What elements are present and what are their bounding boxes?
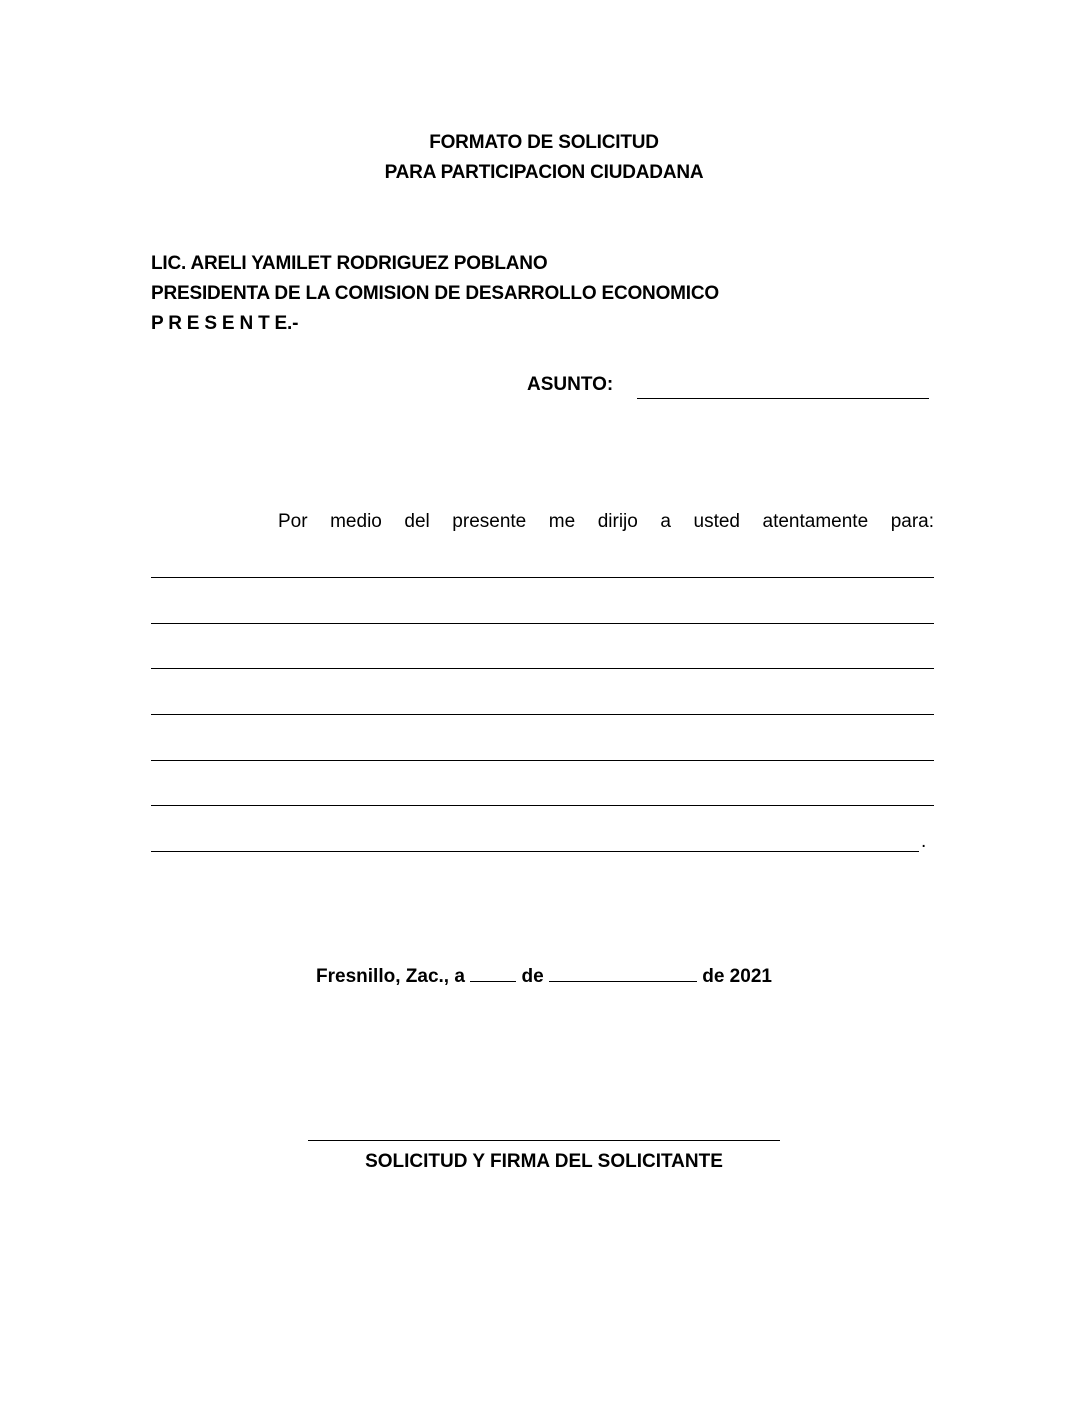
subject-underline [637,398,929,399]
closing-period: . [921,831,927,852]
writing-line[interactable] [151,851,919,852]
form-title-line-1: FORMATO DE SOLICITUD [429,132,659,153]
addressee-presente: P R E S E N T E.- [151,313,299,334]
addressee-position: PRESIDENTA DE LA COMISION DE DESARROLLO ECONOMICO [151,283,719,304]
writing-line[interactable] [151,623,934,624]
signature-line[interactable] [308,1140,780,1141]
day-blank[interactable] [470,981,516,982]
writing-line[interactable] [151,577,934,578]
signature-caption: SOLICITUD Y FIRMA DEL SOLICITANTE [365,1151,723,1172]
writing-line[interactable] [151,805,934,806]
date-de-1: de [521,966,544,987]
subject-label: ASUNTO: [527,374,614,395]
writing-line[interactable] [151,760,934,761]
date-line [0,966,1088,988]
month-blank[interactable] [549,981,697,982]
writing-line[interactable] [151,668,934,669]
date-place: Fresnillo, Zac., a [316,966,465,987]
addressee-name: LIC. ARELI YAMILET RODRIGUEZ POBLANO [151,253,548,274]
date-de-year: de 2021 [702,966,772,987]
subject-field[interactable] [637,372,929,398]
form-title-line-2: PARA PARTICIPACION CIUDADANA [384,162,704,183]
writing-line[interactable] [151,714,934,715]
body-intro: Por medio del presente me dirijo a usted atentamente para: [278,511,934,532]
